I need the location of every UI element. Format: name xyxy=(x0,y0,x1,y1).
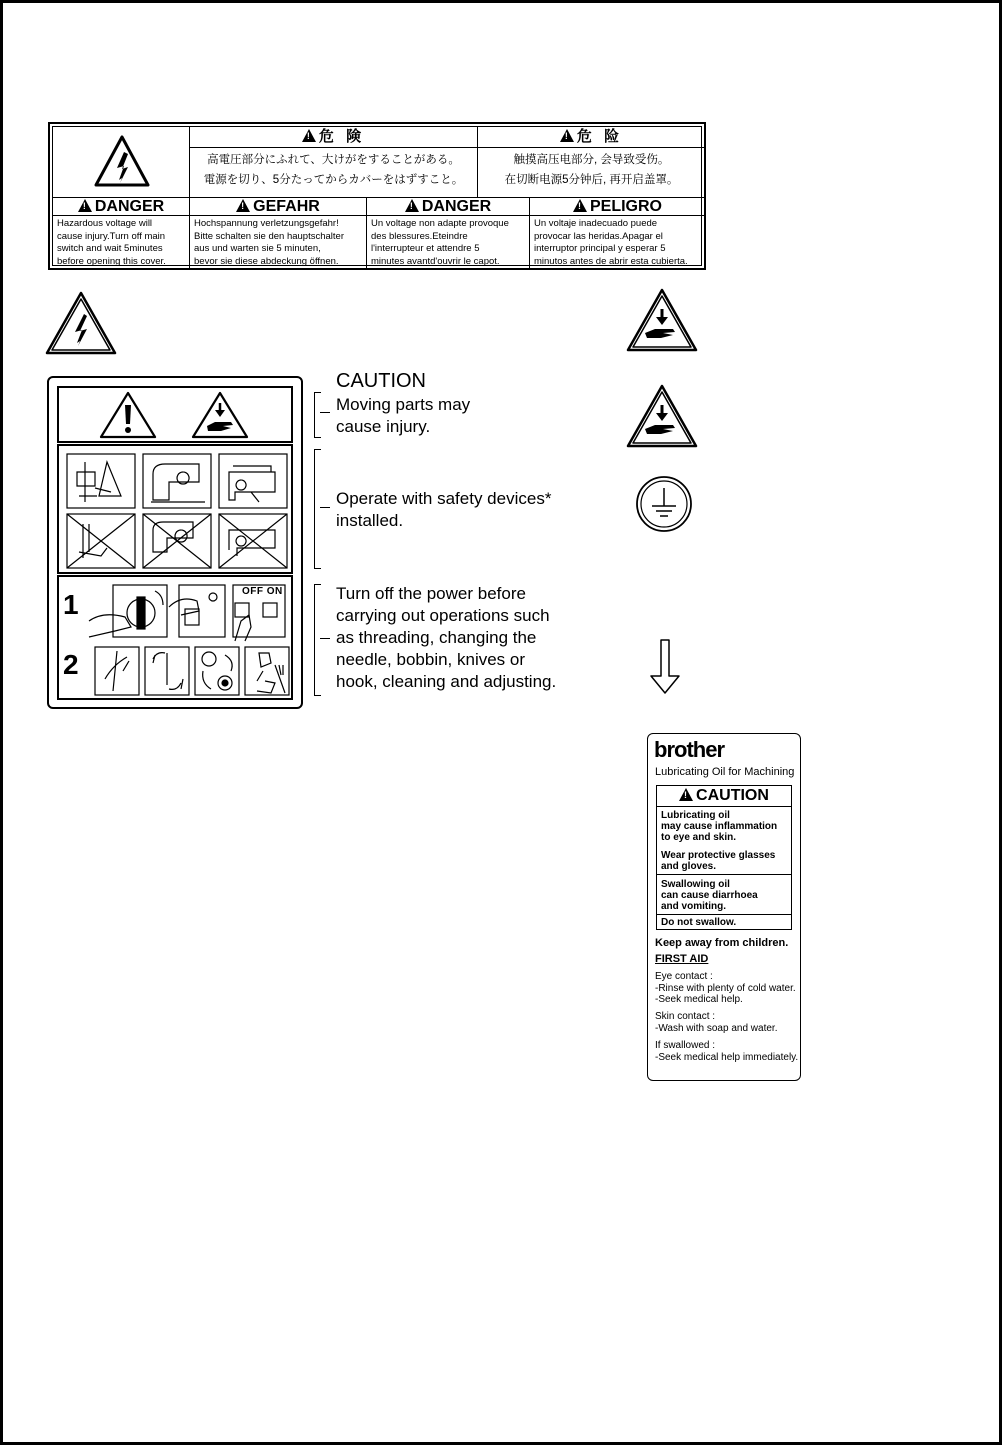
lubricating-oil-label xyxy=(647,733,801,1081)
hand-crush-warning-icon xyxy=(625,287,699,353)
safety-device-pictograms xyxy=(65,452,289,570)
protective-gear-note: Wear protective glasses and gloves. xyxy=(661,850,776,872)
down-arrow-icon xyxy=(647,638,683,696)
exclamation-warning-icon xyxy=(99,391,157,439)
step-1-number: 1 xyxy=(63,589,79,620)
jp-line-1: 高電圧部分にふれて、大けがをすることがある。 xyxy=(207,154,460,166)
first-aid-heading: FIRST AID xyxy=(655,953,709,965)
power-off-row xyxy=(57,575,293,700)
swallow-warning: Swallowing oil can cause diarrhoea and vomiting. xyxy=(661,879,758,912)
eye-contact-section: Eye contact : -Rinse with plenty of cold water. -Seek medical help. xyxy=(655,971,796,1005)
keep-away-note: Keep away from children. xyxy=(655,937,789,949)
step-2-number: 2 xyxy=(63,649,79,680)
caution-symbols-row xyxy=(57,386,293,443)
hand-injury-icon xyxy=(191,391,249,439)
safety-line-1: Operate with safety devices* xyxy=(336,489,552,508)
if-swallowed-section: If swallowed : -Seek medical help immediately. xyxy=(655,1040,799,1063)
caution-line-1: Moving parts may xyxy=(336,395,471,414)
electric-shock-icon xyxy=(93,133,151,191)
switch-labels: OFF ON xyxy=(242,586,283,597)
caution-line-2: cause injury. xyxy=(336,417,431,436)
power-instructions: Turn off the power before carrying out operations such as threading, changing the needle, bobbin, knives or hook, cleaning and adjusting. xyxy=(336,584,557,691)
gefahr-text: Hochspannung verletzungsgefahr! Bitte schalten sie den hauptschalter aus und warten sie 5 minuten, bevor sie diese abdeckung öffnen. xyxy=(194,218,344,267)
signal-danger-fr: ! DANGER xyxy=(367,198,529,216)
signal-gefahr: ! GEFAHR xyxy=(190,198,366,216)
protective-earth-icon xyxy=(634,474,694,534)
caution-sticker xyxy=(47,376,303,709)
zh-line-2: 在切断电源5分钟后, 再开启盖罩。 xyxy=(504,174,679,186)
signal-peligro: ! PELIGRO xyxy=(530,198,705,216)
jp-line-2: 電源を切り、5分たってからカバーをはずすこと。 xyxy=(203,174,464,186)
caution-box xyxy=(656,785,792,930)
caution-title: CAUTION xyxy=(336,370,426,392)
skin-contact-section: Skin contact : -Wash with soap and water. xyxy=(655,1011,778,1034)
hand-crush-warning-icon-2 xyxy=(625,383,699,449)
bracket-caution xyxy=(314,392,321,438)
bracket-power xyxy=(314,584,321,696)
do-not-swallow: Do not swallow. xyxy=(661,917,737,928)
oil-caution-header: !CAUTION xyxy=(657,786,791,807)
safety-devices-row xyxy=(57,444,293,574)
bracket-safety xyxy=(314,449,321,569)
danger-fr-text: Un voltage non adapte provoque des blessures.Eteindre l'interrupteur et attendre 5 minutes avantd'ouvrir le capot. xyxy=(371,218,509,267)
high-voltage-icon xyxy=(44,290,118,356)
signal-danger-en: !DANGER xyxy=(53,198,189,216)
product-name: Lubricating Oil for Machining xyxy=(655,766,795,778)
zh-line-1: 触摸高压电部分, 会导致受伤。 xyxy=(513,154,670,166)
jp-header: !危 険 xyxy=(190,128,477,146)
danger-en-text: Hazardous voltage will cause injury.Turn off main switch and wait 5minutes before opening this cover. xyxy=(57,218,166,267)
brand-logo: brother xyxy=(654,737,724,762)
peligro-text: Un voltaje inadecuado puede provocar las heridas.Apagar el interruptor principal y esperar 5 minutos antes de abrir esta cubierta. xyxy=(534,218,688,267)
zh-header: ! 危 险 xyxy=(478,128,705,146)
safety-line-2: installed. xyxy=(336,511,404,530)
operation-pictograms xyxy=(93,645,293,697)
inflammation-warning: Lubricating oil may cause inflammation to eye and skin. xyxy=(661,810,778,843)
danger-warning-label xyxy=(48,122,706,270)
